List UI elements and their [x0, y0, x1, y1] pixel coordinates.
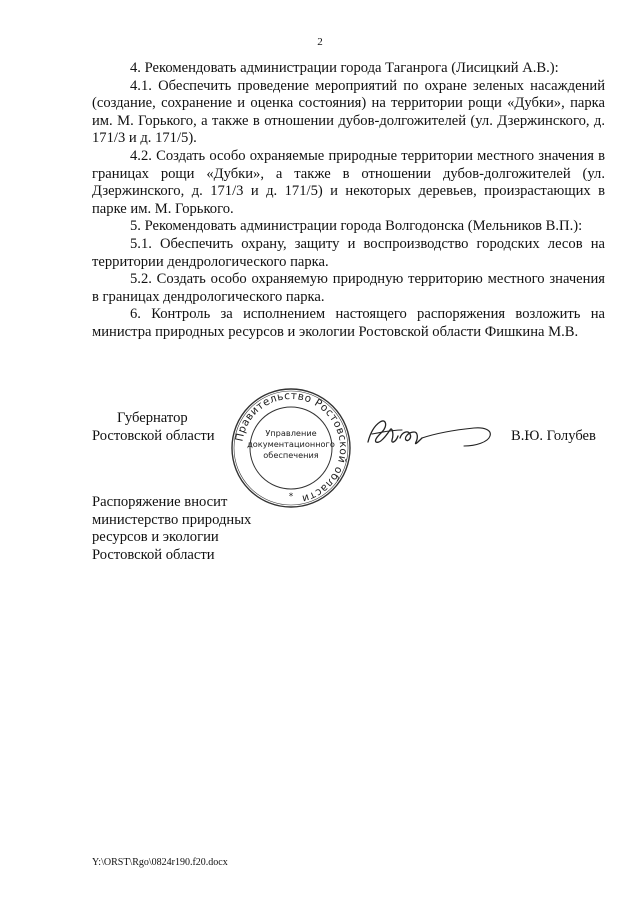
- governor-title-line1: Губернатор: [117, 410, 188, 426]
- paragraph-4: 4. Рекомендовать администрации города Таганрога (Лисицкий А.В.):: [130, 60, 559, 76]
- paragraph-4-2: 4.2. Создать особо охраняемые природные территории местного значения в границах рощи «Дубки», а также в отношении дубов-долгожителей (ул. Дзержинского, д. 171/3 и д. 171/5) и некоторых деревьев, произрастающих в парке им. М. Горького.: [92, 147, 605, 217]
- handwritten-signature: [364, 412, 496, 456]
- document-body: [92, 60, 605, 342]
- submitter-line3: ресурсов и экологии: [92, 529, 219, 546]
- submitter-line1: Распоряжение вносит: [92, 494, 228, 510]
- governor-title-line2: Ростовской области: [92, 427, 215, 444]
- file-path: Y:\ORST\Rgo\0824r190.f20.docx: [92, 857, 228, 868]
- seal-inner-line1: Управление: [265, 428, 317, 438]
- governor-title: [92, 410, 215, 445]
- seal-outer-text: Правительство Ростовской области: [233, 389, 350, 505]
- paragraph-4-1: 4.1. Обеспечить проведение мероприятий по охране зеленых насаждений (создание, сохранение и оценка состояния) на территории рощи «Дубки», парка им. М. Горького, а также в отношении дубов-долгожителей (ул. Дзержинского, д. 171/3 и д. 171/5).: [92, 77, 605, 147]
- page-number: 2: [317, 36, 323, 48]
- submitter-block: [92, 494, 251, 564]
- paragraph-5: 5. Рекомендовать администрации города Волгодонска (Мельников В.П.):: [130, 218, 583, 235]
- seal-inner-line2: документационного: [247, 439, 335, 449]
- governor-name: В.Ю. Голубев: [511, 428, 596, 444]
- official-seal: [229, 386, 353, 510]
- seal-star: *: [288, 492, 294, 502]
- paragraph-6: 6. Контроль за исполнением настоящего распоряжения возложить на министра природных ресурсов и экологии Ростовской области Фишкина М.В.: [92, 306, 605, 340]
- paragraph-5-1: 5.1. Обеспечить охрану, защиту и воспроизводство городских лесов на территории дендрологического парка.: [92, 235, 605, 270]
- seal-inner-line3: обеспечения: [263, 450, 319, 460]
- submitter-line2: министерство природных: [92, 511, 252, 528]
- paragraph-5-2: 5.2. Создать особо охраняемую природную территорию местного значения в границах дендрологического парка.: [92, 271, 605, 305]
- submitter-line4: Ростовской области: [92, 546, 215, 563]
